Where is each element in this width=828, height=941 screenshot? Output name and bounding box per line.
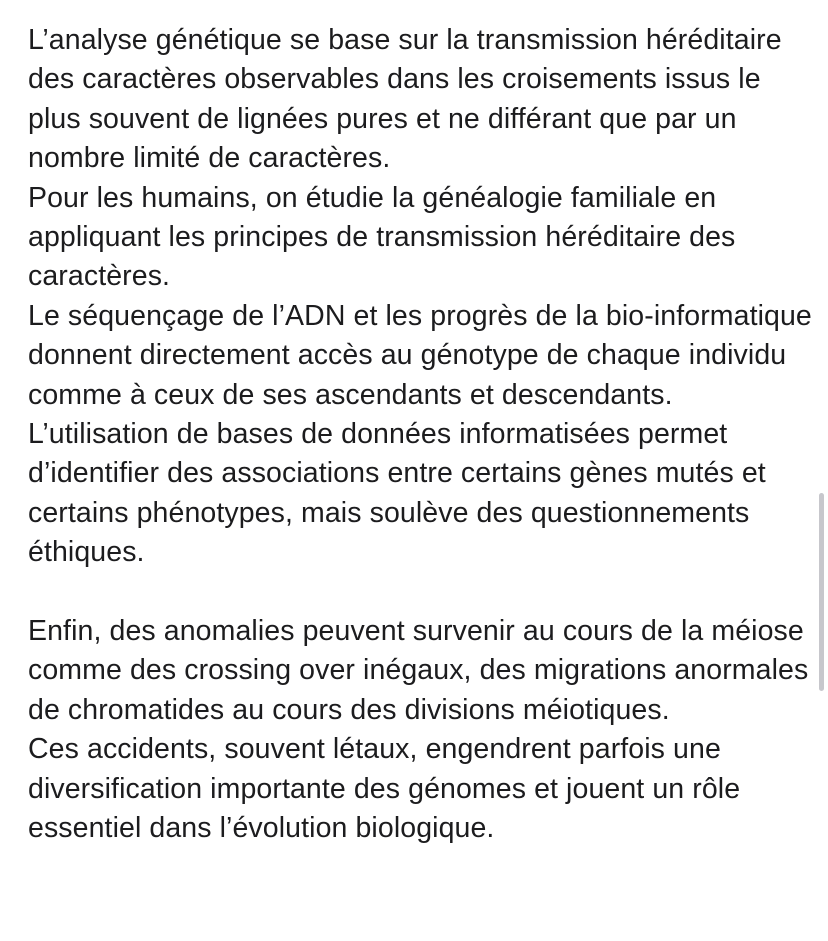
paragraph-spacer (28, 573, 818, 612)
note-body[interactable] (28, 21, 818, 849)
paragraph-human-genealogy: Pour les humains, on étudie la généalogie familiale en appliquant les principes de transmission héréditaire des caractères. (28, 181, 736, 293)
vertical-scrollbar[interactable] (819, 493, 824, 691)
paragraph-dna-sequencing: Le séquençage de l’ADN et les progrès de la bio-informatique donnent directement accès au génotype de chaque individu comme à ceux de ses ascendants et descendants. (28, 299, 812, 411)
paragraph-genetic-analysis: L’analyse génétique se base sur la transmission héréditaire des caractères observables dans les croisements issus le plus souvent de lignées pures et ne différant que par un nombre limité de caractères. (28, 24, 782, 175)
paragraph-meiosis-anomalies: Enfin, des anomalies peuvent survenir au cours de la méiose comme des crossing over inégaux, des migrations anormales de chromatides au cours des divisions méiotiques. (28, 615, 809, 726)
paragraph-databases-ethics: L’utilisation de bases de données informatisées permet d’identifier des associations entre certains gènes mutés et certains phénotypes, mais soulève des questionnements éthiques. (28, 418, 766, 569)
paragraph-accidents-evolution: Ces accidents, souvent létaux, engendrent parfois une diversification importante des génomes et jouent un rôle essentiel dans l’évolution biologique. (28, 733, 741, 845)
